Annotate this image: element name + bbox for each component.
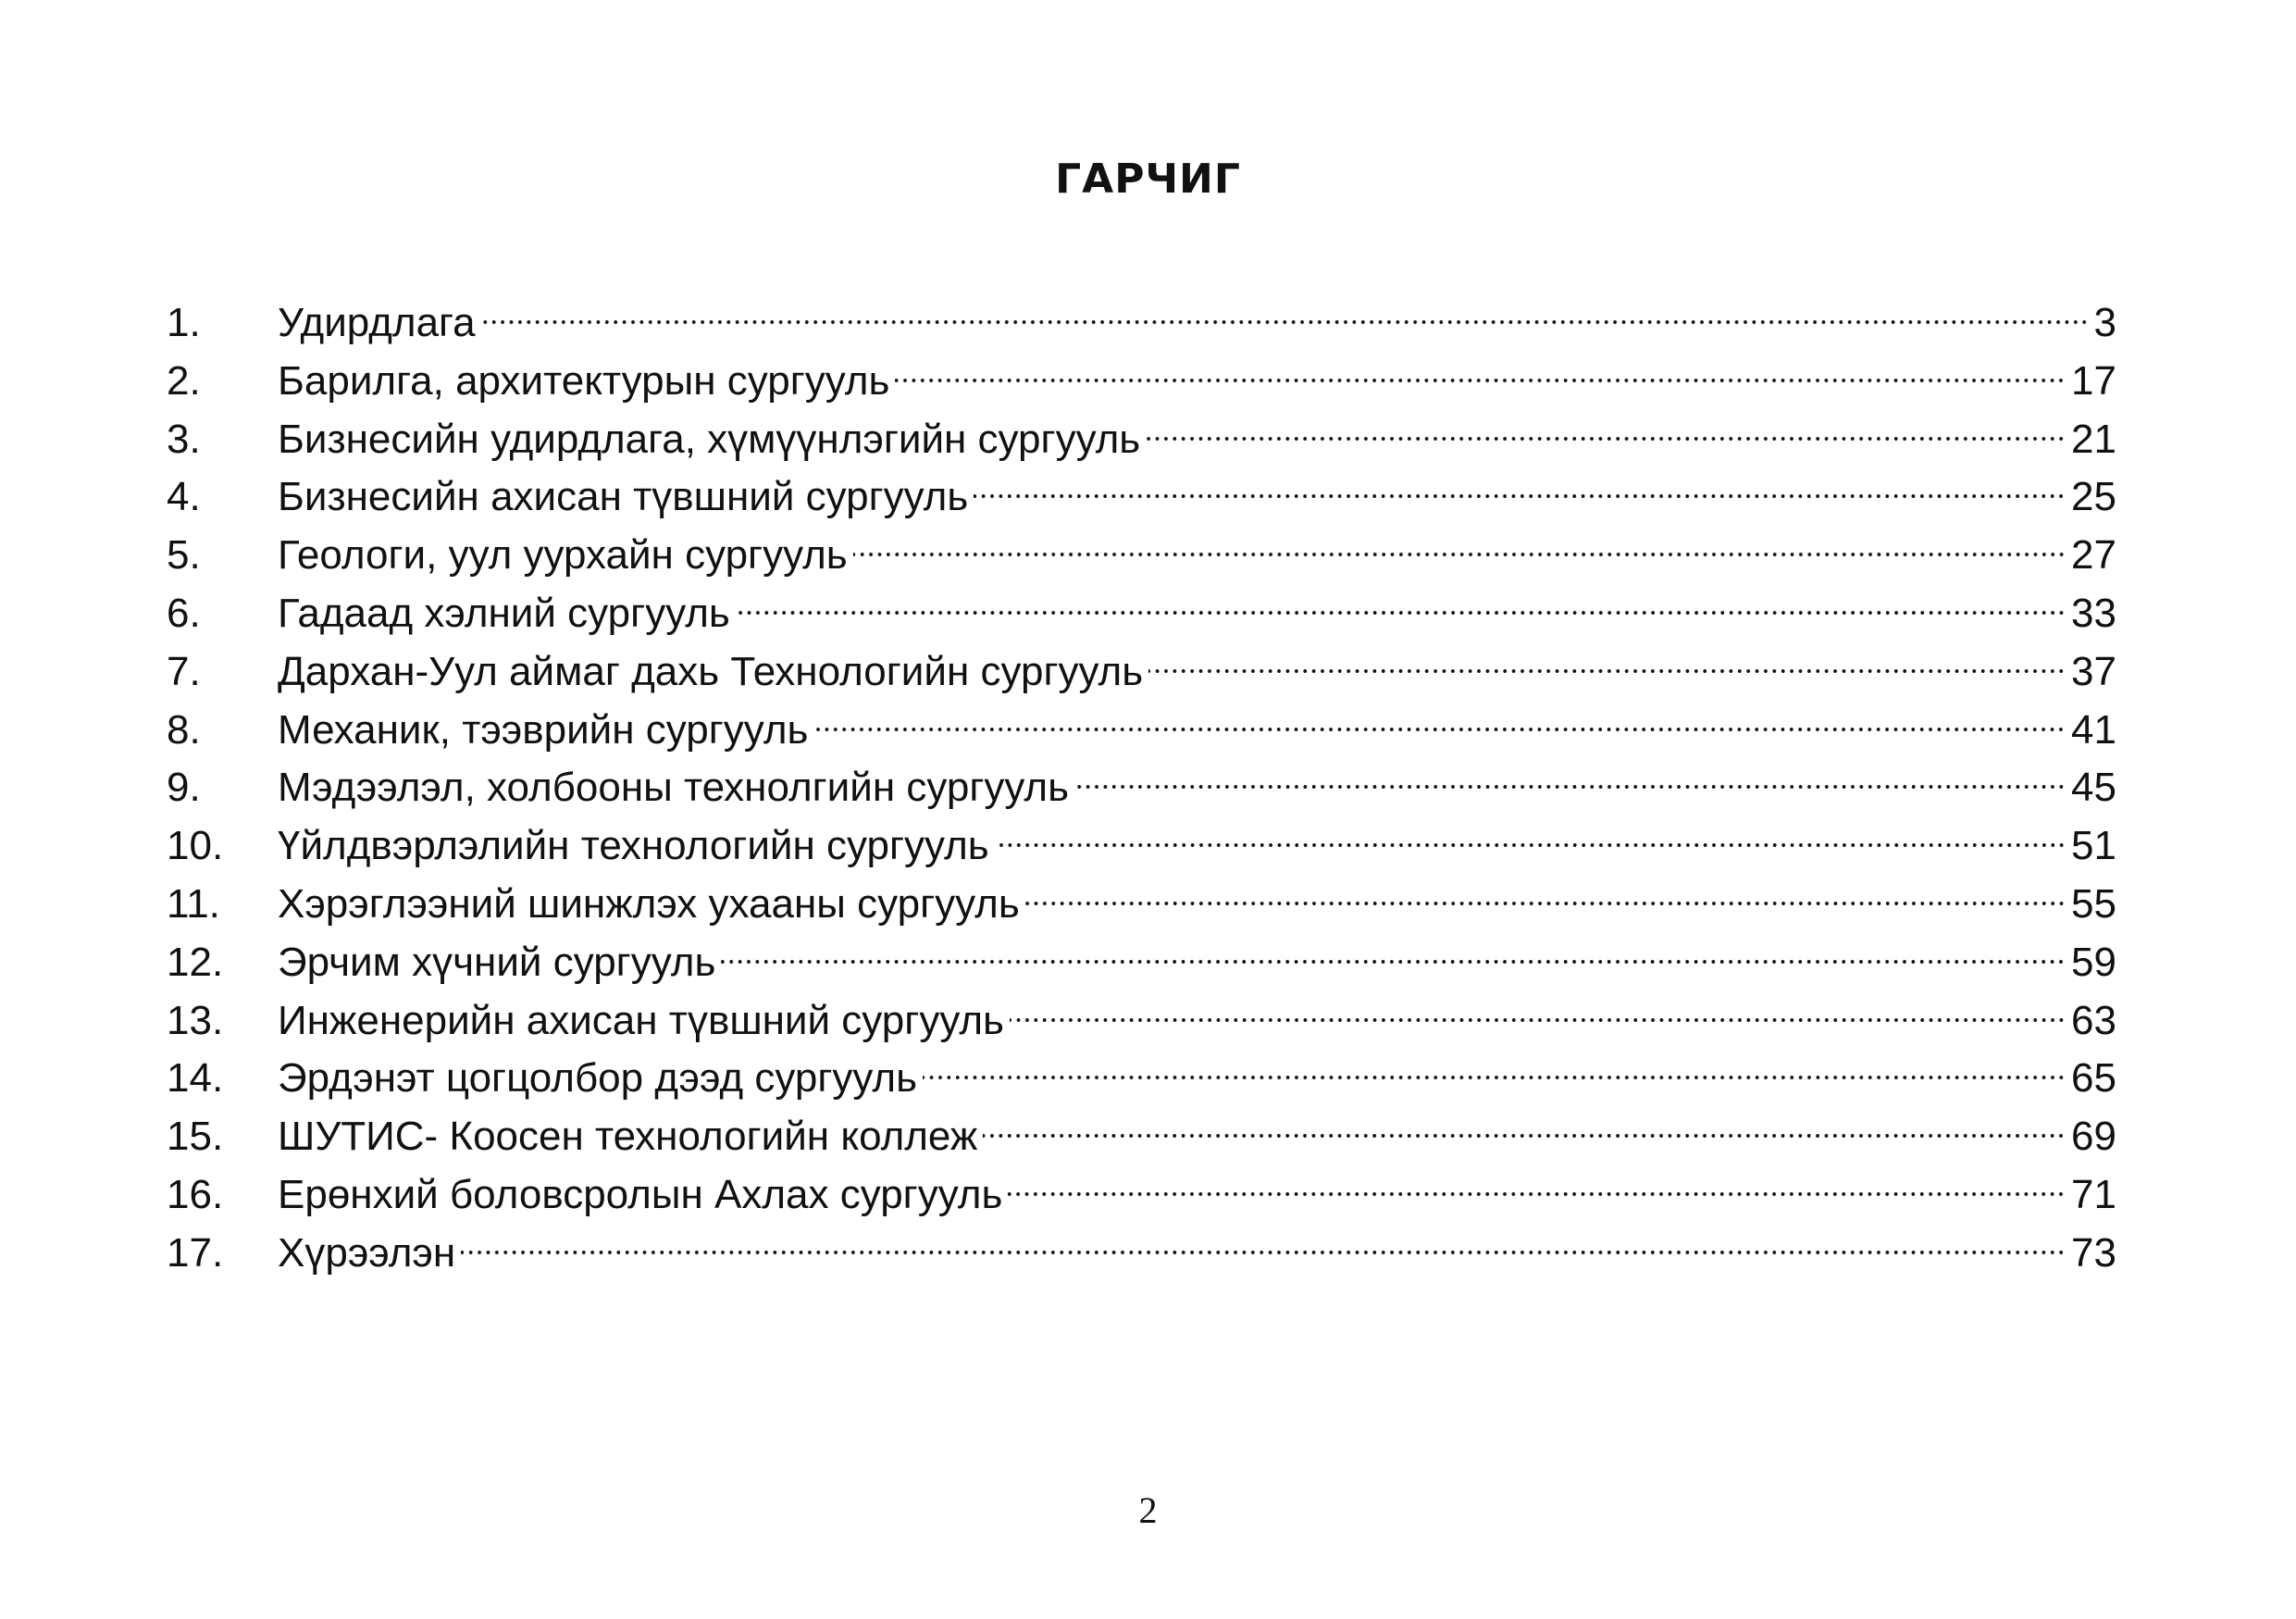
toc-entry-title: Инженерийн ахисан түвшний сургууль (278, 997, 1004, 1043)
toc-entry-number: 13. (167, 997, 224, 1043)
toc-entry-12 (167, 934, 2116, 992)
toc-entry-number: 3. (167, 416, 201, 462)
toc-entry-3 (167, 411, 2116, 469)
page-title: ГАРЧИГ (1055, 156, 1241, 203)
toc-dot-leader (461, 1248, 2066, 1257)
toc-entry-6 (167, 585, 2116, 643)
toc-entry-number: 15. (167, 1114, 224, 1160)
toc-dot-leader (895, 376, 2066, 385)
toc-dot-leader (1146, 434, 2066, 443)
toc-entry-1 (167, 294, 2116, 353)
toc-entry-4 (167, 468, 2116, 527)
toc-entry-number: 10. (167, 823, 224, 869)
toc-entry-title: Гадаад хэлний сургууль (278, 590, 730, 636)
toc-dot-leader (853, 550, 2066, 559)
toc-dot-leader (1010, 1015, 2066, 1025)
toc-entry-title: Эрчим хүчний сургууль (278, 939, 716, 985)
toc-dot-leader (481, 318, 2089, 327)
toc-dot-leader (923, 1073, 2066, 1082)
toc-entry-2 (167, 353, 2116, 411)
toc-entry-title: Механик, тээврийн сургууль (278, 706, 809, 753)
toc-entry-14 (167, 1050, 2116, 1108)
toc-entry-number: 4. (167, 474, 201, 520)
toc-entry-title: Үйлдвэрлэлийн технологийн сургууль (278, 823, 989, 869)
toc-entry-number: 14. (167, 1055, 224, 1102)
toc-entry-page: 41 (2071, 706, 2116, 753)
page-number: 2 (1138, 1489, 1158, 1531)
toc-dot-leader (736, 608, 2066, 617)
toc-entry-15 (167, 1108, 2116, 1166)
toc-entry-page: 69 (2071, 1114, 2116, 1160)
toc-entry-page: 21 (2071, 416, 2116, 462)
toc-entry-9 (167, 759, 2116, 817)
toc-entry-13 (167, 992, 2116, 1051)
toc-entry-title: Геологи, уул уурхайн сургууль (278, 532, 848, 579)
toc-entry-7 (167, 643, 2116, 702)
toc-entry-page: 51 (2071, 823, 2116, 869)
toc-entry-number: 8. (167, 706, 201, 753)
toc-dot-leader (1074, 782, 2066, 791)
toc-entry-title: Удирдлага (278, 300, 476, 345)
toc-entry-page: 27 (2071, 532, 2116, 579)
toc-entry-16 (167, 1166, 2116, 1225)
toc-entry-number: 5. (167, 532, 201, 579)
toc-dot-leader (1025, 899, 2066, 908)
toc-entry-page: 65 (2071, 1055, 2116, 1102)
toc-entry-page: 63 (2071, 997, 2116, 1043)
toc-entry-number: 17. (167, 1229, 224, 1276)
table-of-contents (167, 294, 2116, 1283)
toc-entry-title: Дархан-Уул аймаг дахь Технологийн сургууль (278, 648, 1144, 694)
toc-entry-page: 73 (2071, 1229, 2116, 1276)
toc-entry-8 (167, 702, 2116, 760)
toc-entry-page: 59 (2071, 939, 2116, 985)
toc-entry-page: 3 (2093, 300, 2116, 345)
toc-dot-leader (995, 841, 2066, 850)
toc-entry-title: ШУТИС- Коосен технологийн коллеж (278, 1114, 978, 1160)
toc-entry-page: 33 (2071, 590, 2116, 636)
toc-entry-number: 11. (167, 880, 220, 927)
toc-entry-page: 25 (2071, 474, 2116, 520)
toc-entry-page: 17 (2071, 357, 2116, 404)
toc-entry-5 (167, 527, 2116, 585)
toc-entry-number: 12. (167, 939, 224, 985)
toc-entry-number: 2. (167, 357, 201, 404)
toc-dot-leader (1008, 1189, 2066, 1199)
toc-entry-page: 45 (2071, 765, 2116, 811)
toc-entry-page: 55 (2071, 880, 2116, 927)
toc-dot-leader (721, 957, 2066, 966)
toc-dot-leader (974, 492, 2066, 501)
toc-entry-number: 1. (167, 300, 201, 345)
toc-entry-page: 37 (2071, 648, 2116, 694)
toc-entry-title: Бизнесийн ахисан түвшний сургууль (278, 474, 969, 520)
toc-entry-title: Ерөнхий боловсролын Ахлах сургууль (278, 1171, 1003, 1217)
toc-entry-title: Бизнесийн удирдлага, хүмүүнлэгийн сургууль (278, 416, 1141, 462)
toc-entry-11 (167, 876, 2116, 934)
toc-entry-title: Хэрэглээний шинжлэх ухааны сургууль (278, 880, 1020, 927)
toc-entry-17 (167, 1225, 2116, 1283)
toc-dot-leader (813, 725, 2066, 734)
toc-dot-leader (1148, 666, 2066, 676)
toc-entry-title: Эрдэнэт цогцолбор дээд сургууль (278, 1055, 918, 1102)
toc-entry-number: 6. (167, 590, 201, 636)
toc-entry-title: Барилга, архитектурын сургууль (278, 357, 890, 404)
toc-entry-title: Мэдээлэл, холбооны технолгийн сургууль (278, 765, 1070, 811)
toc-entry-title: Хүрээлэн (278, 1229, 456, 1276)
toc-entry-number: 7. (167, 648, 201, 694)
toc-entry-number: 9. (167, 765, 201, 811)
toc-entry-10 (167, 817, 2116, 876)
toc-entry-number: 16. (167, 1171, 224, 1217)
toc-entry-page: 71 (2071, 1171, 2116, 1217)
toc-dot-leader (983, 1131, 2066, 1140)
